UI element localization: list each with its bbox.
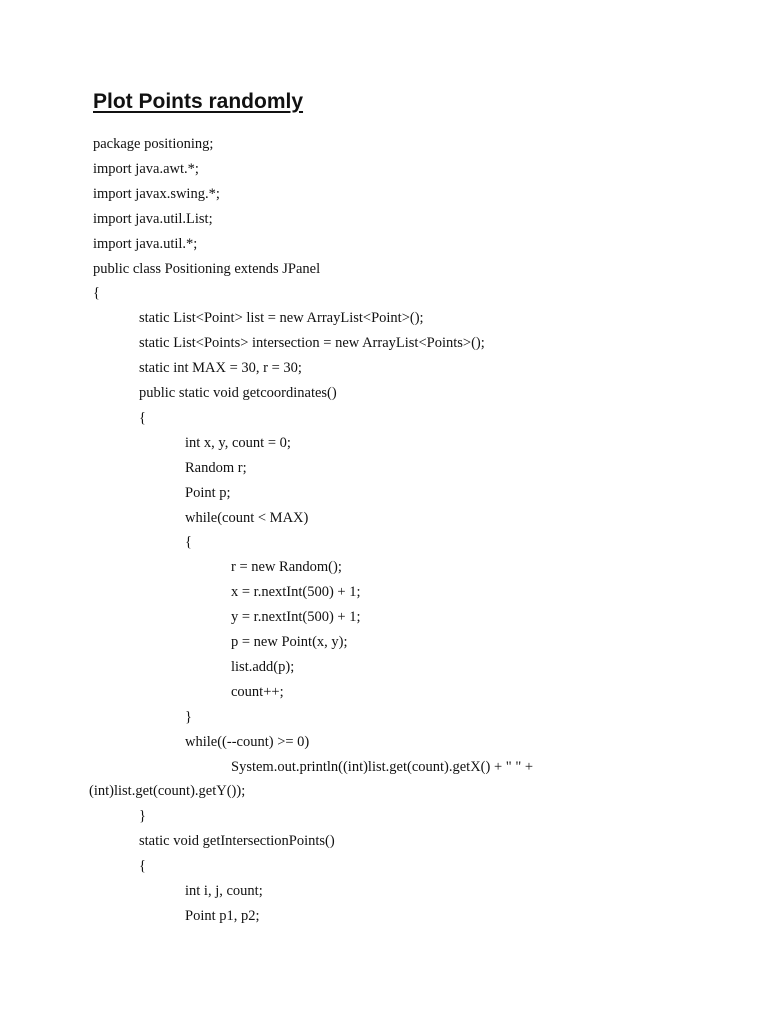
code-line: x = r.nextInt(500) + 1; <box>231 584 361 601</box>
code-line: int x, y, count = 0; <box>185 434 291 451</box>
code-line: import java.util.*; <box>93 235 198 252</box>
code-line: while((--count) >= 0) <box>185 733 310 750</box>
code-line: static List<Points> intersection = new ArrayList<Points>(); <box>139 335 485 352</box>
code-line: { <box>139 858 146 875</box>
code-line: { <box>185 534 192 551</box>
code-line: } <box>185 708 192 725</box>
code-line: static int MAX = 30, r = 30; <box>139 360 302 377</box>
code-line: count++; <box>231 683 284 700</box>
code-line: package positioning; <box>93 136 214 152</box>
code-line: Point p; <box>185 484 231 501</box>
code-line: static void getIntersectionPoints() <box>139 833 335 850</box>
code-line: import java.awt.*; <box>93 160 199 177</box>
code-line: { <box>93 285 100 302</box>
code-line: public class Positioning extends JPanel <box>93 260 321 277</box>
code-line: } <box>139 808 146 825</box>
code-line: System.out.println((int)list.get(count).getX() + " " + <box>231 758 534 775</box>
code-line: Random r; <box>185 459 247 476</box>
code-line: Point p1, p2; <box>185 907 260 924</box>
code-line: y = r.nextInt(500) + 1; <box>231 609 361 626</box>
code-line: r = new Random(); <box>231 559 342 576</box>
code-line: while(count < MAX) <box>185 509 309 526</box>
code-line: p = new Point(x, y); <box>231 634 348 650</box>
document-title: Plot Points randomly <box>93 90 304 113</box>
code-line: import javax.swing.*; <box>93 185 220 202</box>
code-line: list.add(p); <box>231 658 295 675</box>
code-line: (int)list.get(count).getY()); <box>89 783 246 800</box>
code-line: public static void getcoordinates() <box>139 385 337 401</box>
code-line: int i, j, count; <box>185 883 263 899</box>
code-line: import java.util.List; <box>93 210 213 227</box>
code-line: { <box>139 409 146 426</box>
code-line: static List<Point> list = new ArrayList<Point>(); <box>139 310 424 327</box>
